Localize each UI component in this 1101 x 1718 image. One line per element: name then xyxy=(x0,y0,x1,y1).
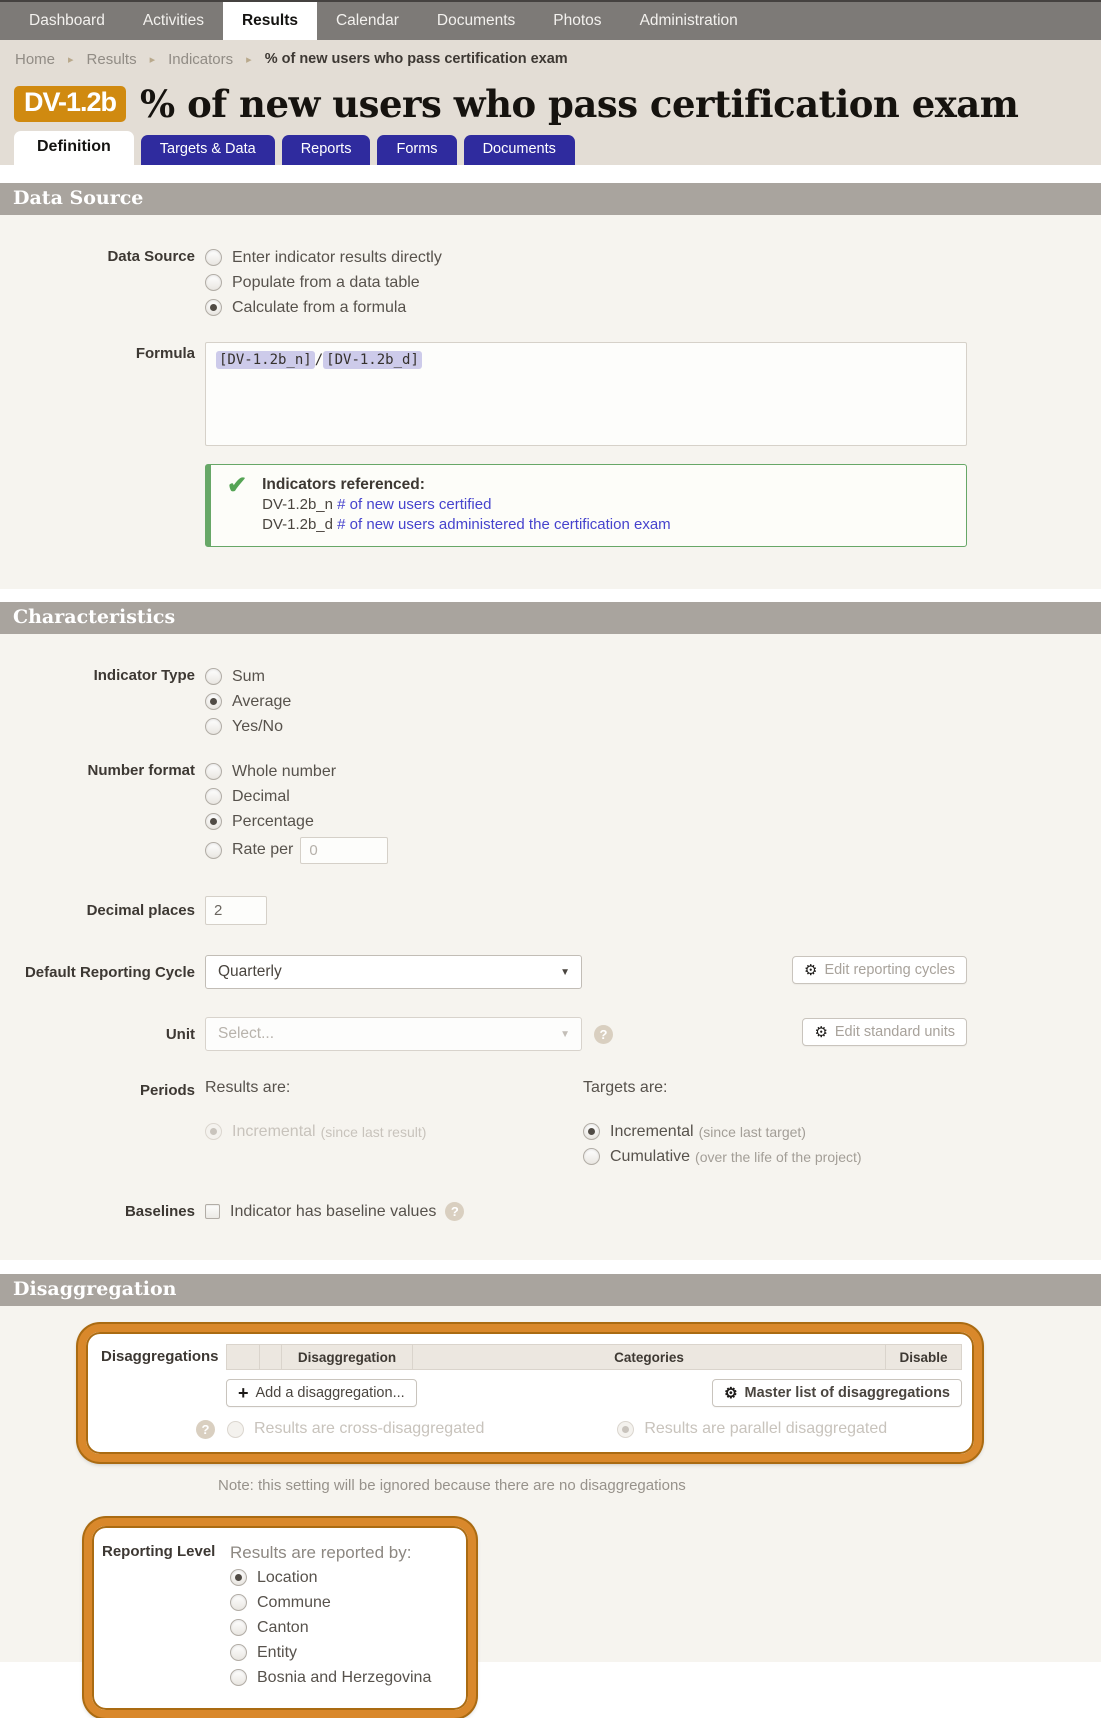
radio-decimal[interactable] xyxy=(205,784,388,809)
radio-icon[interactable] xyxy=(583,1123,600,1140)
radio-label: Results are cross-disaggregated xyxy=(254,1420,485,1437)
chevron-down-icon: ▼ xyxy=(560,966,570,978)
gear-icon: ⚙ xyxy=(803,962,818,979)
reported-by-heading: Results are reported by: xyxy=(230,1542,412,1562)
radio-results-incremental xyxy=(205,1119,583,1144)
nav-item-calendar[interactable]: Calendar xyxy=(335,12,399,29)
baselines-label: Baselines xyxy=(124,1203,195,1220)
unit-select[interactable] xyxy=(205,1017,582,1051)
radio-icon[interactable] xyxy=(205,842,222,859)
radio-icon[interactable] xyxy=(230,1569,247,1586)
formula-token: [DV-1.2b_n] xyxy=(216,351,315,369)
baselines-help-icon[interactable]: ? xyxy=(445,1202,464,1221)
unit-value: Select... xyxy=(218,1025,274,1042)
radio-label: Calculate from a formula xyxy=(232,298,407,316)
radio-label: Sum xyxy=(232,667,265,685)
decimal-places-label: Decimal places xyxy=(86,902,195,919)
referenced-item xyxy=(262,495,671,515)
radio-average[interactable] xyxy=(205,689,291,714)
radio-commune[interactable] xyxy=(230,1590,431,1615)
formula-operator: / xyxy=(314,352,324,368)
radio-label: Decimal xyxy=(232,787,290,805)
radio-icon[interactable] xyxy=(205,693,222,710)
radio-icon xyxy=(227,1421,244,1438)
radio-label: Incremental xyxy=(232,1122,316,1140)
button-label: Add a disaggregation... xyxy=(255,1385,405,1401)
master-list-disaggregations-button[interactable] xyxy=(712,1379,962,1407)
nav-item-documents[interactable]: Documents xyxy=(436,12,516,29)
plus-icon: + xyxy=(238,1383,249,1403)
radio-entity[interactable] xyxy=(230,1640,431,1665)
radio-note: (since last result) xyxy=(320,1123,427,1140)
radio-label: Rate per xyxy=(232,841,294,858)
section-header-data-source: Data Source xyxy=(0,183,1101,215)
radio-icon[interactable] xyxy=(230,1669,247,1686)
tab-definition[interactable]: Definition xyxy=(14,131,134,165)
radio-label: Average xyxy=(232,692,292,710)
add-disaggregation-button[interactable] xyxy=(226,1379,417,1407)
radio-icon[interactable] xyxy=(205,299,222,316)
baseline-values-checkbox-row[interactable] xyxy=(205,1199,464,1224)
radio-rate-per[interactable] xyxy=(205,834,388,866)
table-header-disable: Disable xyxy=(886,1344,962,1370)
button-label: Edit reporting cycles xyxy=(824,962,955,978)
breadcrumb-results[interactable]: Results xyxy=(86,50,137,68)
tab-bar xyxy=(0,134,1101,165)
nav-item-results[interactable]: Results xyxy=(223,2,317,40)
edit-reporting-cycles-button[interactable] xyxy=(792,956,967,984)
referenced-item xyxy=(262,515,671,535)
reporting-level-label: Reporting Level xyxy=(102,1543,216,1560)
gear-icon: ⚙ xyxy=(724,1385,738,1402)
referenced-link[interactable]: # of new users administered the certification exam xyxy=(337,516,671,533)
targets-are-heading: Targets are: xyxy=(583,1079,668,1096)
radio-icon[interactable] xyxy=(205,718,222,735)
number-format-label: Number format xyxy=(87,762,195,779)
table-header-disaggregation: Disaggregation xyxy=(282,1344,413,1370)
radio-label: Enter indicator results directly xyxy=(232,248,442,266)
gear-icon: ⚙ xyxy=(814,1024,828,1041)
formula-input[interactable] xyxy=(205,342,967,446)
referenced-code: DV-1.2b_n xyxy=(262,496,333,513)
radio-canton[interactable] xyxy=(230,1615,431,1640)
table-header-empty xyxy=(260,1344,282,1370)
results-are-heading: Results are: xyxy=(205,1079,291,1096)
tab-forms[interactable]: Forms xyxy=(377,135,456,165)
radio-icon[interactable] xyxy=(230,1594,247,1611)
radio-sum[interactable] xyxy=(205,664,291,689)
rate-per-input[interactable] xyxy=(300,837,388,864)
radio-icon[interactable] xyxy=(230,1644,247,1661)
radio-note: (over the life of the project) xyxy=(695,1148,862,1165)
page-header xyxy=(0,40,1101,165)
radio-bosnia-herzegovina[interactable] xyxy=(230,1665,431,1690)
breadcrumb-home[interactable]: Home xyxy=(15,50,56,68)
radio-percentage[interactable] xyxy=(205,809,388,834)
radio-label: Cumulative xyxy=(610,1147,691,1165)
nav-item-activities[interactable]: Activities xyxy=(142,12,204,29)
nav-item-administration[interactable]: Administration xyxy=(639,12,738,29)
radio-icon[interactable] xyxy=(205,668,222,685)
table-header-categories: Categories xyxy=(413,1344,886,1370)
radio-parallel-disaggregated xyxy=(617,1418,887,1440)
section-characteristics xyxy=(0,634,1101,1260)
button-label: Master list of disaggregations xyxy=(744,1385,950,1401)
radio-note: (since last target) xyxy=(698,1123,806,1140)
radio-whole-number[interactable] xyxy=(205,759,388,784)
disaggregation-note: Note: this setting will be ignored because there are no disaggregations xyxy=(218,1477,686,1494)
radio-calculate-from-formula[interactable] xyxy=(205,295,442,320)
cross-disaggregated-help-icon[interactable]: ? xyxy=(196,1420,215,1439)
periods-label: Periods xyxy=(139,1082,195,1099)
radio-targets-incremental[interactable] xyxy=(583,1119,862,1144)
radio-label: Entity xyxy=(257,1643,298,1661)
breadcrumb-current: % of new users who pass certification exam xyxy=(264,51,568,67)
referenced-code: DV-1.2b_d xyxy=(262,516,333,533)
indicator-code-badge: DV-1.2b xyxy=(14,86,126,123)
radio-icon[interactable] xyxy=(205,763,222,780)
breadcrumb-separator-icon: ▸ xyxy=(149,53,156,66)
radio-icon[interactable] xyxy=(205,274,222,291)
radio-icon xyxy=(205,1123,222,1140)
radio-label: Bosnia and Herzegovina xyxy=(257,1668,432,1686)
radio-label: Commune xyxy=(257,1593,331,1611)
reporting-cycle-label: Default Reporting Cycle xyxy=(24,963,195,981)
disaggregations-annotation-ring xyxy=(78,1324,982,1462)
radio-icon[interactable] xyxy=(205,788,222,805)
decimal-places-input[interactable] xyxy=(205,896,267,925)
tab-targets-data[interactable]: Targets & Data xyxy=(141,135,275,165)
breadcrumb-separator-icon: ▸ xyxy=(246,53,252,66)
radio-label: Incremental xyxy=(610,1122,694,1140)
radio-label: Percentage xyxy=(232,812,314,830)
radio-label: Populate from a data table xyxy=(232,273,420,291)
section-disaggregation xyxy=(0,1306,1101,1686)
indicator-type-label: Indicator Type xyxy=(93,667,195,684)
referenced-link[interactable]: # of new users certified xyxy=(337,496,492,513)
formula-label: Formula xyxy=(135,345,195,362)
reporting-cycle-value: Quarterly xyxy=(218,963,282,980)
radio-label: Whole number xyxy=(232,762,337,780)
indicators-referenced-panel xyxy=(205,464,967,547)
radio-yes-no[interactable] xyxy=(205,714,291,739)
radio-enter-results-directly[interactable] xyxy=(205,245,442,270)
radio-populate-from-data-table[interactable] xyxy=(205,270,442,295)
unit-label: Unit xyxy=(165,1025,195,1043)
checkbox-label: Indicator has baseline values xyxy=(230,1202,437,1220)
radio-icon[interactable] xyxy=(583,1148,600,1165)
radio-targets-cumulative[interactable] xyxy=(583,1144,862,1169)
section-data-source xyxy=(0,215,1101,589)
radio-icon[interactable] xyxy=(205,813,222,830)
button-label: Edit standard units xyxy=(834,1024,955,1040)
breadcrumb-separator-icon: ▸ xyxy=(68,53,74,66)
tab-reports[interactable]: Reports xyxy=(282,135,371,165)
breadcrumb-indicators[interactable]: Indicators xyxy=(168,50,234,68)
checkbox-icon[interactable] xyxy=(205,1204,220,1219)
radio-icon[interactable] xyxy=(205,249,222,266)
top-nav xyxy=(0,0,1101,40)
edit-standard-units-button[interactable] xyxy=(802,1018,967,1046)
page-title: % of new users who pass certification exam xyxy=(140,82,1019,126)
nav-item-photos[interactable]: Photos xyxy=(553,12,602,29)
radio-icon[interactable] xyxy=(230,1619,247,1636)
radio-cross-disaggregated xyxy=(227,1418,484,1440)
disaggregations-table-label: Disaggregations xyxy=(101,1348,219,1365)
reporting-cycle-select[interactable] xyxy=(205,955,582,989)
breadcrumb xyxy=(0,40,1101,78)
table-header-empty xyxy=(227,1344,260,1370)
radio-label: Location xyxy=(257,1568,318,1586)
tab-documents[interactable]: Documents xyxy=(464,135,575,165)
radio-label: Canton xyxy=(257,1618,309,1636)
reporting-level-annotation-ring xyxy=(84,1518,476,1718)
formula-token: [DV-1.2b_d] xyxy=(323,351,422,369)
check-icon: ✔ xyxy=(227,472,248,499)
radio-label: Results are parallel disaggregated xyxy=(644,1420,888,1437)
referenced-title: Indicators referenced: xyxy=(262,476,425,493)
unit-help-icon[interactable]: ? xyxy=(594,1025,613,1044)
radio-location[interactable] xyxy=(230,1565,431,1590)
section-header-characteristics: Characteristics xyxy=(0,602,1101,634)
data-source-label: Data Source xyxy=(107,248,195,265)
nav-item-dashboard[interactable]: Dashboard xyxy=(29,12,105,29)
disaggregations-table-header xyxy=(226,1344,962,1370)
radio-icon xyxy=(617,1421,634,1438)
chevron-down-icon: ▼ xyxy=(560,1028,570,1040)
radio-label: Yes/No xyxy=(232,717,283,735)
section-header-disaggregation: Disaggregation xyxy=(0,1274,1101,1306)
